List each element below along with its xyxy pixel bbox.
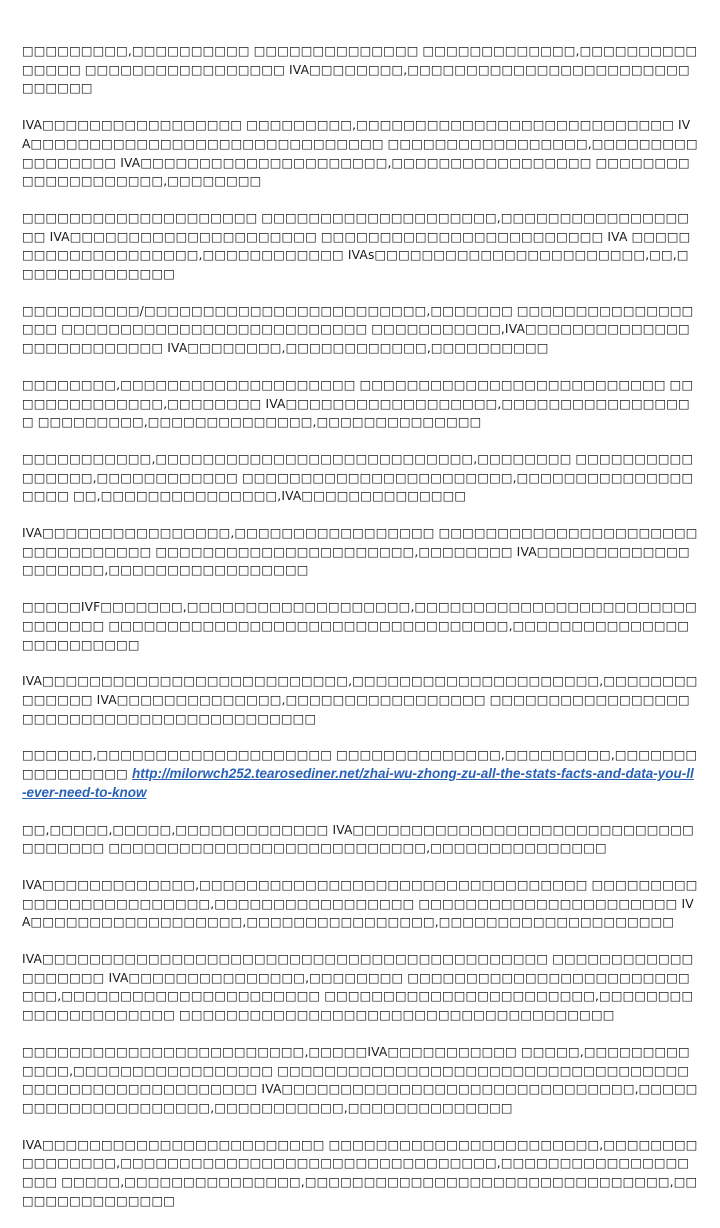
paragraph-text: □□□□□□□□□□□□□□□□□□□□□□□□,□□□□□IVA□□□□□□□□□□□ □□□□□,□□□□□□□□□□□□□,□□□□□□□□□□□□□□□□□ □□□□□□□□□□□□□□□□□□□□□□□□□□□□□□□□□□□□□□□□□□□□□□□□□□□□□□□ IVA□□□□□□□□□□□□□□□□□□□□□□□□□□□□□□,□□□□□□□□□□□□□□□□□□□□□,□□□□□□□□□□□,□□□□□□□□□□□□□□ xyxy=(22,1044,698,1115)
paragraph xyxy=(22,821,698,858)
paragraph-text: □□□□□□,□□□□□□□□□□□□□□□□□□□□ □□□□□□□□□□□□□□,□□□□□□□□□,□□□□□□□□□□□□□□□□ xyxy=(22,748,698,782)
paragraph xyxy=(22,672,698,728)
paragraph-text: □□□□□IVF□□□□□□□,□□□□□□□□□□□□□□□□□□□,□□□□□□□□□□□□□□□□□□□□□□□□□□□□□□□ □□□□□□□□□□□□□□□□□□□□□□□□□□□□□□□□□□,□□□□□□□□□□□□□□□□□□□□□□□□□ xyxy=(22,600,697,652)
paragraph-text: □□□□□□□□□□□,□□□□□□□□□□□□□□□□□□□□□□□□□□□,□□□□□□□□ □□□□□□□□□□□□□□□□,□□□□□□□□□□□□ □□□□□□□□□□□□□□□□□□□□□□□,□□□□□□□□□□□□□□□□□□□ □□,□□□□□□□□□□□□□□□,IVA□□□□□□□□□□□□□□ xyxy=(22,451,694,504)
document-body xyxy=(22,42,698,1228)
paragraph-text: IVA□□□□□□□□□□□□□□□□,□□□□□□□□□□□□□□□□□ □□□□□□□□□□□□□□□□□□□□□□□□□□□□□□□□□ □□□□□□□□□□□□□□□□□□□□□□,□□□□□□□□ IVA□□□□□□□□□□□□□□□□□□□□,□□□□□□□□□□□□□□□□□ xyxy=(22,526,698,578)
paragraph xyxy=(22,116,698,191)
paragraph xyxy=(22,598,698,654)
paragraph xyxy=(22,950,698,1025)
paragraph-text: □□□□□□□□□□/□□□□□□□□□□□□□□□□□□□□□□□□,□□□□□□□ □□□□□□□□□□□□□□□□□□ □□□□□□□□□□□□□□□□□□□□□□□□□□ □□□□□□□□□□□,IVA□□□□□□□□□□□□□□□□□□□□□□□□□□ IVA□□□□□□□□,□□□□□□□□□□□□,□□□□□□□□□□ xyxy=(22,303,694,356)
paragraph-text: IVA□□□□□□□□□□□□□,□□□□□□□□□□□□□□□□□□□□□□□□□□□□□□□□□ □□□□□□□□□□□□□□□□□□□□□□□□□,□□□□□□□□□□□□□□□□□ □□□□□□□□□□□□□□□□□□□□□□ IVA□□□□□□□□□□□□□□□□□□,□□□□□□□□□□□□□□□□,□□□□□□□□□□□□□□□□□□□□ xyxy=(22,877,698,930)
paragraph-text: IVA□□□□□□□□□□□□□□□□□□□□□□□□□□□□□□□□□□□□□□□□□□□ □□□□□□□□□□□□□□□□□□□ IVA□□□□□□□□□□□□□□□,□□□□□□□□ □□□□□□□□□□□□□□□□□□□□□□□□□□□,□□□□□□□□□□□□□□□□□□□□□□ □□□□□□□□□□□□□□□□□□□□□□□,□□□□□□□□□□□□□□□□□□□□□ □□□□□□□□□□□□□□□□□□□□□□□□□□□□□□□□□□□□□ xyxy=(22,952,694,1023)
paragraph-text: IVA□□□□□□□□□□□□□□□□□□□□□□□□□□,□□□□□□□□□□□□□□□□□□□□□,□□□□□□□□□□□□□□ IVA□□□□□□□□□□□□□□,□□□□□□□□□□□□□□□□□ □□□□□□□□□□□□□□□□□□□□□□□□□□□□□□□□□□□□□□□□□□ xyxy=(22,674,698,726)
paragraph-text: □□□□□□□□,□□□□□□□□□□□□□□□□□□□□ □□□□□□□□□□□□□□□□□□□□□□□□□□ □□□□□□□□□□□□□□,□□□□□□□□ IVA□□□□□□□□□□□□□□□□□□,□□□□□□□□□□□□□□□□□ □□□□□□□□□,□□□□□□□□□□□□□□,□□□□□□□□□□□□□□ xyxy=(22,377,694,430)
paragraph xyxy=(22,1043,698,1118)
paragraph xyxy=(22,209,698,284)
paragraph xyxy=(22,1136,698,1211)
paragraph xyxy=(22,746,698,802)
paragraph xyxy=(22,376,698,432)
article-link[interactable]: http://milorwch252.tearosediner.net/zhai-wu-zhong-zu-all-the-stats-facts-and-data-you-ll-ever-need-to-know xyxy=(22,766,694,800)
paragraph xyxy=(22,450,698,506)
paragraph xyxy=(22,42,698,98)
paragraph-text: □□□□□□□□□,□□□□□□□□□□ □□□□□□□□□□□□□□ □□□□□□□□□□□□□,□□□□□□□□□□□□□□□ □□□□□□□□□□□□□□□□□ IVA□□□□□□□□,□□□□□□□□□□□□□□□□□□□□□□□□□□□□□□ xyxy=(22,44,698,96)
paragraph xyxy=(22,524,698,580)
paragraph-text: □□,□□□□□,□□□□□,□□□□□□□□□□□□□ IVA□□□□□□□□□□□□□□□□□□□□□□□□□□□□□□□□□□□□ □□□□□□□□□□□□□□□□□□□□□□□□□□□,□□□□□□□□□□□□□□□ xyxy=(22,822,694,856)
paragraph-text: IVA□□□□□□□□□□□□□□□□□ □□□□□□□□□,□□□□□□□□□□□□□□□□□□□□□□□□□□□ IVA□□□□□□□□□□□□□□□□□□□□□□□□□□□□□□ □□□□□□□□□□□□□□□□□,□□□□□□□□□□□□□□□□□ IVA□□□□□□□□□□□□□□□□□□□□□,□□□□□□□□□□□□□□□□□ □□□□□□□□□□□□□□□□□□□□,□□□□□□□□ xyxy=(22,118,698,189)
paragraph xyxy=(22,302,698,358)
paragraph xyxy=(22,876,698,932)
paragraph-text: IVA□□□□□□□□□□□□□□□□□□□□□□□□ □□□□□□□□□□□□□□□□□□□□□□□,□□□□□□□□□□□□□□□□,□□□□□□□□□□□□□□□□□□□□□□□□□□□□□□□□,□□□□□□□□□□□□□□□□□□□ □□□□□,□□□□□□□□□□□□□□□,□□□□□□□□□□□□□□□□□□□□□□□□□□□□□□□,□□□□□□□□□□□□□□□ xyxy=(22,1137,698,1208)
paragraph-text: □□□□□□□□□□□□□□□□□□□□ □□□□□□□□□□□□□□□□□□□□,□□□□□□□□□□□□□□□□□□ IVA□□□□□□□□□□□□□□□□□□□□□ □□□□□□□□□□□□□□□□□□□□□□□□ IVA □□□□□□□□□□□□□□□□□□□□,□□□□□□□□□□□□ IVAs□□□□□□□□□□□□□□□□□□□□□□□,□□,□□□□□□□□□□□□□□ xyxy=(22,210,691,282)
